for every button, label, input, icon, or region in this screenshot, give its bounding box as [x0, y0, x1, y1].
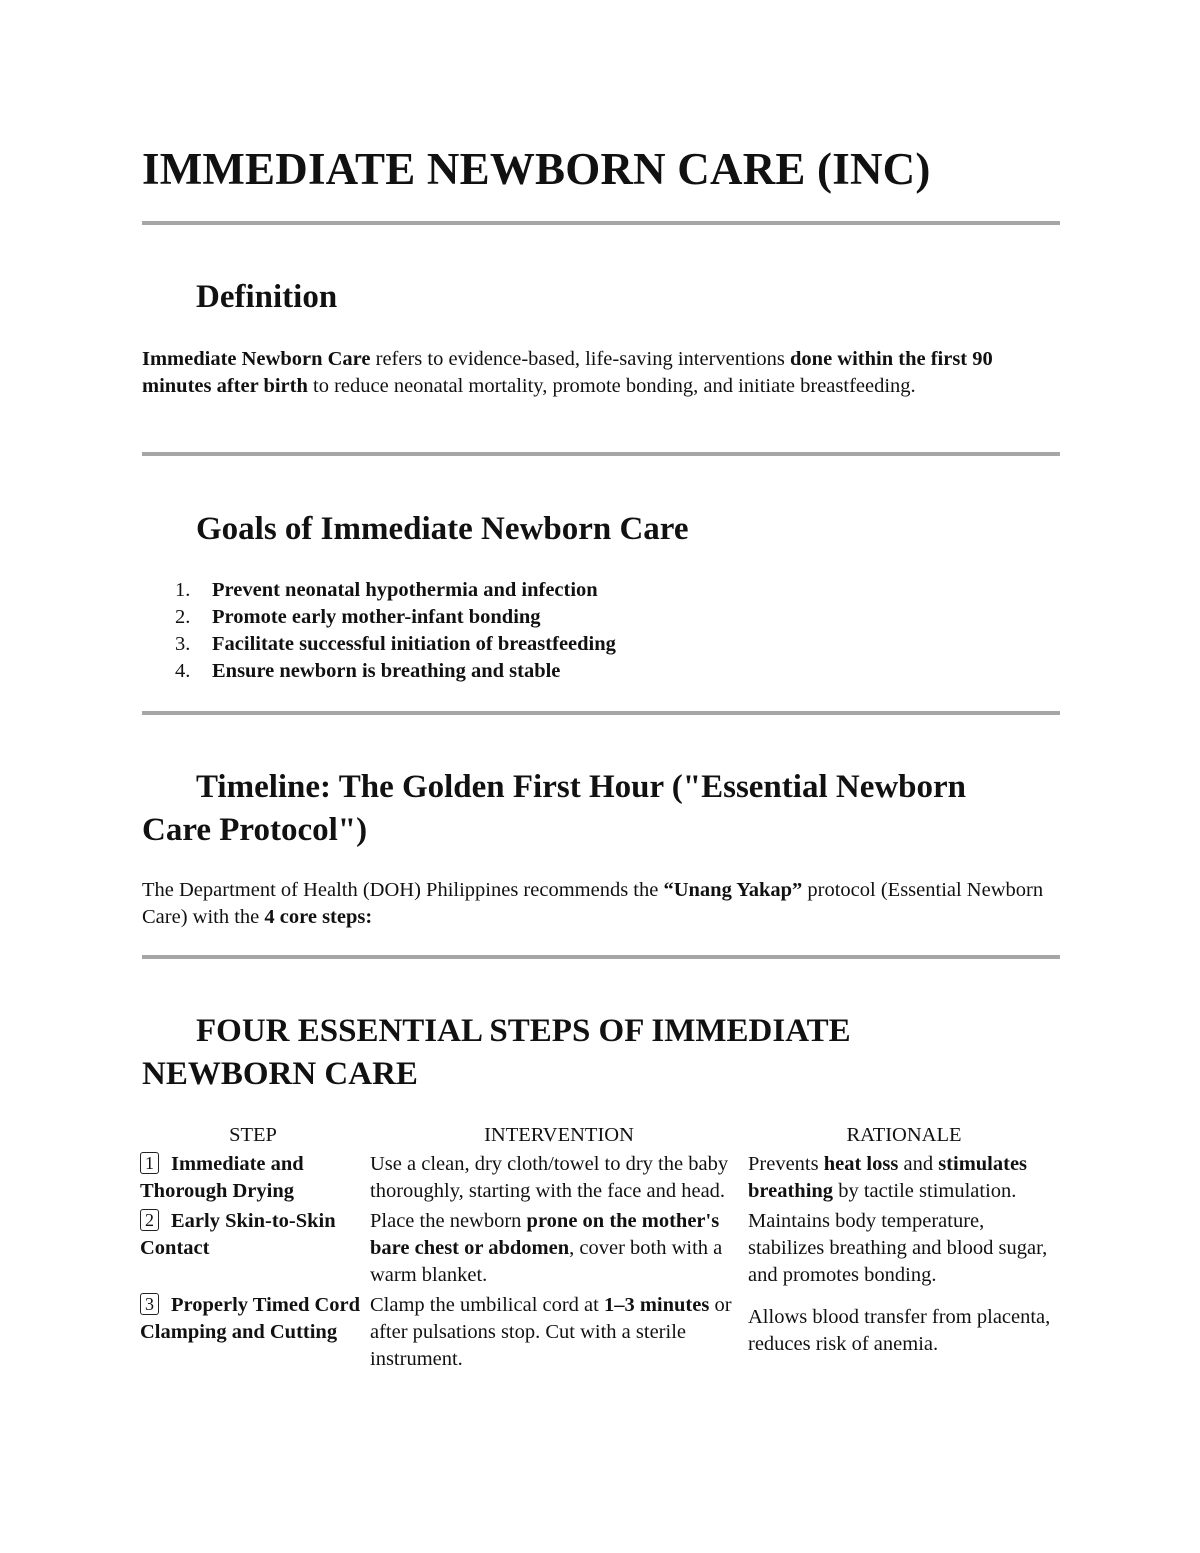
- rationale-cell: [748, 1151, 1060, 1208]
- horizontal-rule: [142, 955, 1060, 959]
- step-cell: [140, 1208, 370, 1292]
- steps-heading: [142, 1010, 851, 1096]
- intervention-cell: [370, 1151, 748, 1208]
- step-number-badge: 1: [140, 1152, 159, 1174]
- horizontal-rule: [142, 452, 1060, 456]
- goals-heading: [142, 508, 689, 551]
- table-row: [140, 1292, 1060, 1376]
- bold-text: 1–3 minutes: [603, 1294, 710, 1316]
- goal-text: Promote early mother-infant bonding: [212, 606, 541, 628]
- definition-text-a: refers to evidence-based, life-saving interventions: [370, 348, 791, 370]
- list-item: [142, 658, 616, 685]
- step-cell: [140, 1292, 370, 1376]
- column-header-rationale: RATIONALE: [846, 1124, 962, 1146]
- definition-bold-b: done within the first 90 minutes after birth: [142, 348, 993, 397]
- cell-text: Prevents: [748, 1153, 824, 1175]
- cell-text: Use a clean, dry cloth/towel to dry the baby thoroughly, starting with the face and head.: [370, 1153, 729, 1202]
- steps-table: [140, 1122, 1060, 1376]
- steps-table-body: [140, 1151, 1060, 1376]
- timeline-text-a: The Department of Health (DOH) Philippines recommends the: [142, 879, 664, 901]
- intervention-cell: [370, 1208, 748, 1292]
- steps-heading-line1: FOUR ESSENTIAL STEPS OF IMMEDIATE: [196, 1013, 851, 1049]
- timeline-paragraph: [142, 877, 1052, 931]
- rationale-cell: [748, 1208, 1060, 1292]
- definition-paragraph: [142, 346, 1052, 400]
- timeline-heading: [142, 766, 966, 852]
- horizontal-rule: [142, 221, 1060, 225]
- column-header-step: STEP: [229, 1124, 277, 1146]
- cell-text: or after pulsations stop. Cut with a sterile instrument.: [370, 1294, 732, 1370]
- bold-text: heat loss: [823, 1153, 899, 1175]
- timeline-bold-d: 4 core steps:: [264, 906, 373, 928]
- goals-list: [142, 577, 616, 685]
- step-cell: [140, 1151, 370, 1208]
- goal-text: Facilitate successful initiation of breastfeeding: [212, 633, 616, 655]
- definition-heading: [142, 276, 337, 319]
- list-number: 3.: [175, 633, 191, 655]
- bold-text: stimulates breathing: [748, 1153, 1028, 1202]
- timeline-heading-line1: Timeline: The Golden First Hour ("Essential Newborn: [196, 769, 967, 805]
- steps-heading-line2: NEWBORN CARE: [142, 1056, 418, 1092]
- cell-text: Place the newborn: [370, 1210, 527, 1232]
- list-number: 2.: [175, 606, 191, 628]
- definition-heading-text: Definition: [196, 279, 338, 315]
- list-number: 1.: [175, 579, 191, 601]
- step-number-badge: 3: [140, 1293, 159, 1315]
- cell-text: and: [898, 1153, 939, 1175]
- cell-text: by tactile stimulation.: [833, 1180, 1017, 1202]
- list-item: [142, 631, 616, 658]
- timeline-text-c: protocol (Essential Newborn Care) with the: [142, 879, 1044, 928]
- definition-text-c: to reduce neonatal mortality, promote bonding, and initiate breastfeeding.: [307, 375, 916, 397]
- table-row: [140, 1151, 1060, 1208]
- bold-text: prone on the mother's bare chest or abdomen: [370, 1210, 720, 1259]
- list-number: 4.: [175, 660, 191, 682]
- step-label: Immediate and Thorough Drying: [140, 1153, 304, 1202]
- intervention-cell: [370, 1292, 748, 1376]
- list-item: [142, 577, 616, 604]
- table-row: [140, 1208, 1060, 1292]
- page-title: IMMEDIATE NEWBORN CARE (INC): [142, 144, 931, 194]
- goals-heading-text: Goals of Immediate Newborn Care: [196, 511, 689, 547]
- goal-text: Ensure newborn is breathing and stable: [212, 660, 561, 682]
- list-item: [142, 604, 616, 631]
- column-header-intervention: INTERVENTION: [484, 1124, 634, 1146]
- step-number-badge: 2: [140, 1209, 159, 1231]
- step-label: Early Skin-to-Skin Contact: [140, 1210, 336, 1259]
- horizontal-rule: [142, 711, 1060, 715]
- table-header-row: [140, 1122, 1060, 1151]
- cell-text: , cover both with a warm blanket.: [370, 1237, 723, 1286]
- step-label: Properly Timed Cord Clamping and Cutting: [140, 1294, 361, 1343]
- timeline-bold-b: “Unang Yakap”: [663, 879, 803, 901]
- definition-term: Immediate Newborn Care: [142, 348, 371, 370]
- rationale-cell: [748, 1292, 1060, 1376]
- goal-text: Prevent neonatal hypothermia and infection: [212, 579, 598, 601]
- cell-text: Allows blood transfer from placenta, reduces risk of anemia.: [748, 1306, 1051, 1355]
- cell-text: Clamp the umbilical cord at: [370, 1294, 604, 1316]
- cell-text: Maintains body temperature, stabilizes breathing and blood sugar, and promotes bonding.: [748, 1210, 1048, 1286]
- timeline-heading-line2: Care Protocol"): [142, 812, 368, 848]
